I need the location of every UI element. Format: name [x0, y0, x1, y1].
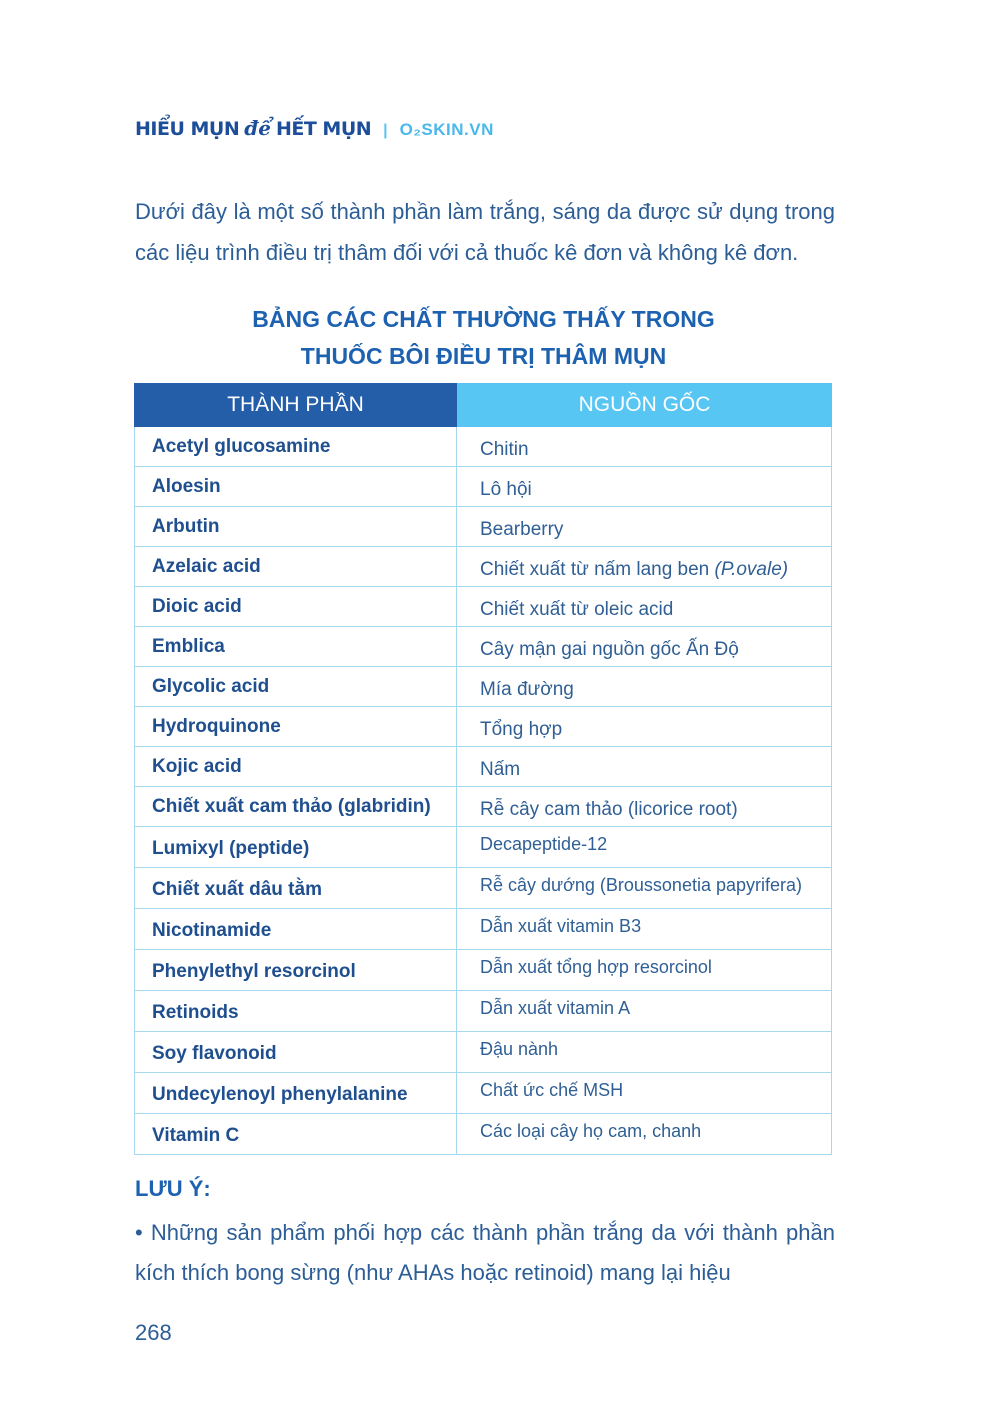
ingredient-cell: Phenylethyl resorcinol	[135, 950, 457, 990]
table-title	[135, 301, 832, 375]
table-row	[134, 909, 832, 950]
table-row	[134, 547, 832, 587]
header-separator: |	[383, 122, 388, 139]
ingredient-cell: Soy flavonoid	[135, 1032, 457, 1072]
brand-left: HIỂU MỤN	[135, 118, 240, 140]
table-header-row	[134, 383, 832, 427]
ingredient-cell: Undecylenoyl phenylalanine	[135, 1073, 457, 1113]
source-cell: Dẫn xuất vitamin B3	[480, 915, 642, 936]
ingredient-cell: Nicotinamide	[135, 909, 457, 949]
table-row	[134, 707, 832, 747]
table-row	[134, 1032, 832, 1073]
ingredient-cell: Vitamin C	[135, 1114, 457, 1154]
ingredient-cell: Azelaic acid	[135, 547, 457, 586]
intro-paragraph: Dưới đây là một số thành phần làm trắng, sáng da được sử dụng trong các liệu trình điều trị thâm đối với cả thuốc kê đơn và không kê đơn.	[135, 199, 835, 265]
source-text: Chiết xuất từ nấm lang ben	[480, 558, 715, 580]
table-row	[134, 1114, 832, 1155]
source-cell: Các loại cây họ cam, chanh	[480, 1120, 702, 1141]
ingredient-cell: Retinoids	[135, 991, 457, 1031]
brand-right: HẾT MỤN	[275, 118, 372, 140]
table-row	[134, 587, 832, 627]
table-row	[134, 868, 832, 909]
source-cell: Nấm	[480, 758, 521, 780]
table-title-line-2: THUỐC BÔI ĐIỀU TRỊ THÂM MỤN	[300, 343, 667, 369]
ingredient-cell: Emblica	[135, 627, 457, 666]
ingredient-cell: Acetyl glucosamine	[135, 427, 457, 466]
header-source: NGUỒN GỐC	[457, 383, 832, 427]
note-title: LƯU Ý:	[135, 1176, 211, 1201]
table-row	[134, 467, 832, 507]
source-cell: Dẫn xuất tổng hợp resorcinol	[480, 956, 712, 977]
ingredient-cell: Lumixyl (peptide)	[135, 827, 457, 867]
header-ingredient: THÀNH PHẦN	[134, 383, 457, 427]
source-cell: Bearberry	[480, 518, 564, 540]
site-name: O₂SKIN.VN	[399, 120, 494, 139]
ingredient-cell: Chiết xuất dâu tằm	[135, 868, 457, 908]
table-row	[134, 950, 832, 991]
source-cell: Chiết xuất từ oleic acid	[480, 598, 674, 620]
source-cell: Tổng hợp	[480, 718, 563, 740]
source-cell: Chất ức chế MSH	[480, 1079, 624, 1100]
ingredient-cell: Aloesin	[135, 467, 457, 506]
source-cell: Đậu nành	[480, 1038, 559, 1059]
table-row	[134, 787, 832, 827]
table-row	[134, 747, 832, 787]
table-row	[134, 667, 832, 707]
table-row	[134, 1073, 832, 1114]
table-row	[134, 627, 832, 667]
table-row	[134, 507, 832, 547]
source-cell: Mía đường	[480, 678, 574, 700]
source-cell	[457, 547, 831, 586]
ingredient-cell: Dioic acid	[135, 587, 457, 626]
ingredient-cell: Chiết xuất cam thảo (glabridin)	[135, 787, 457, 826]
table-row	[134, 827, 832, 868]
table-title-line-1: BẢNG CÁC CHẤT THƯỜNG THẤY TRONG	[252, 306, 715, 332]
page-number: 268	[135, 1320, 172, 1345]
note-text: • Những sản phẩm phối hợp các thành phần trắng da với thành phần kích thích bong sừng (như AHAs hoặc retinoid) mang lại hiệu	[135, 1220, 835, 1285]
source-cell: Dẫn xuất vitamin A	[480, 997, 631, 1018]
source-italic: (P.ovale)	[714, 558, 789, 580]
ingredient-cell: Kojic acid	[135, 747, 457, 786]
source-cell: Lô hội	[480, 478, 532, 500]
table-row	[134, 991, 832, 1032]
table-row	[134, 427, 832, 467]
ingredient-cell: Glycolic acid	[135, 667, 457, 706]
ingredients-table	[134, 383, 832, 1155]
running-header	[135, 116, 494, 140]
ingredient-cell: Arbutin	[135, 507, 457, 546]
source-cell: Chitin	[480, 438, 529, 460]
source-cell: Rễ cây cam thảo (licorice root)	[480, 798, 738, 820]
source-cell: Decapeptide-12	[480, 833, 608, 854]
source-cell: Cây mận gai nguồn gốc Ấn Độ	[480, 638, 739, 660]
ingredient-cell: Hydroquinone	[135, 707, 457, 746]
source-cell: Rễ cây dướng (Broussonetia papyrifera)	[480, 874, 803, 895]
brand-mid: để	[244, 116, 271, 140]
